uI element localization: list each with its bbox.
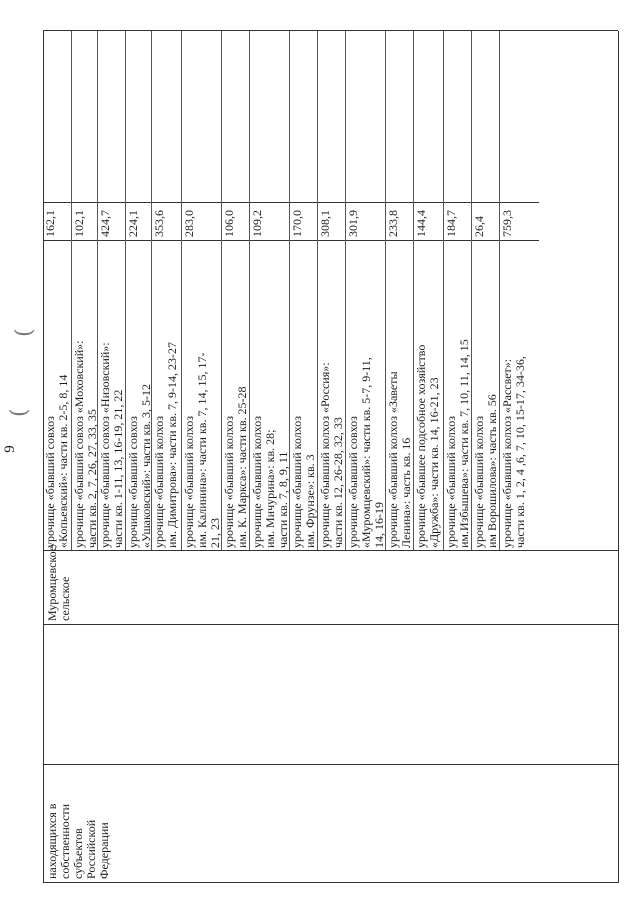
- table-row: [345, 31, 385, 551]
- area-cell: 224,1: [126, 203, 151, 241]
- area-cell: 353,6: [152, 203, 181, 241]
- area-cell: 184,7: [444, 203, 471, 241]
- empty-cell: [414, 31, 443, 203]
- location-cell: урочище «бывший колхоз им. Фрунзе»: кв. 3: [290, 416, 317, 548]
- location-cell: урочище «бывшее подсобное хозяйство «Дружба»: части кв. 14, 16-21, 23: [414, 344, 441, 548]
- column-divider: [43, 550, 618, 551]
- location-cell: урочище «бывший колхоз им. Мичурина»: кв. 28; части кв. 7, 8, 9, 11: [250, 416, 290, 548]
- location-cell: урочище «бывший колхоз им. Димитрова»: части кв. 7, 9-14, 23-27: [152, 341, 179, 548]
- table-row: [43, 31, 71, 551]
- location-cell: урочище «бывший совхоз «Низовский»: части кв. 1-11, 13, 16-19, 21, 22: [98, 342, 125, 548]
- empty-cell: [43, 31, 71, 203]
- margin-mark: (: [12, 328, 37, 337]
- empty-cell: [444, 31, 471, 203]
- empty-cell: [72, 31, 97, 203]
- empty-cell: [222, 31, 249, 203]
- location-cell: урочище «бывший колхоз им.Избышева»: части кв. 7, 10, 11, 14, 15: [444, 339, 471, 548]
- location-cell: урочище «бывший колхоз им. Калинина»: части кв. 7, 14, 15, 17- 21, 23: [182, 352, 222, 548]
- area-cell: 162,1: [43, 203, 71, 241]
- table-row: [71, 31, 97, 551]
- area-cell: 233,8: [386, 203, 413, 241]
- table-row: [385, 31, 413, 551]
- area-cell: 759,3: [500, 203, 539, 241]
- table-row: [317, 31, 345, 551]
- empty-cell: [500, 31, 539, 203]
- location-cell: урочище «бывший совхоз «Копьевский»: части кв. 2-5, 8, 14: [43, 374, 70, 548]
- location-cell: урочище «бывший совхоз «Муромцевский»: части кв. 5-7, 9-11, 14, 16-19: [346, 357, 386, 548]
- empty-cell: [152, 31, 181, 203]
- area-cell: 170,0: [290, 203, 317, 241]
- table-row: [125, 31, 151, 551]
- empty-cell: [290, 31, 317, 203]
- empty-cell: [346, 31, 385, 203]
- empty-cell: [250, 31, 289, 203]
- location-cell: урочище «бывший совхоз «Моховский»: части кв. 2, 7, 26, 27, 33, 35: [72, 340, 99, 548]
- table-row: [249, 31, 289, 551]
- empty-cell: [182, 31, 221, 203]
- margin-mark: (: [7, 408, 32, 417]
- table-bottom-border: [618, 31, 619, 883]
- location-cell: урочище «бывший колхоз «Россия»: части кв. 12, 26-28, 32, 33: [318, 362, 345, 548]
- table-left-border: [43, 882, 618, 883]
- area-cell: 26,4: [472, 203, 499, 241]
- page-number: 9: [2, 445, 18, 453]
- area-cell: 144,4: [414, 203, 443, 241]
- area-cell: 424,7: [98, 203, 125, 241]
- location-cell: урочище «бывший колхоз «Заветы Ленина»: часть кв. 16: [386, 371, 413, 548]
- location-cell: урочище «бывший колхоз им Ворошилова»: часть кв. 56: [472, 394, 499, 548]
- column-divider: [43, 764, 618, 765]
- table-row: [221, 31, 249, 551]
- category-cell: находящихся в собственности субъектов Российской Федерации: [45, 803, 111, 879]
- area-cell: 109,2: [250, 203, 289, 241]
- column-divider: [43, 624, 618, 625]
- table-row: [181, 31, 221, 551]
- table-row: [471, 31, 499, 551]
- settlement-cell: Муромцевское сельское: [45, 545, 72, 621]
- area-cell: 308,1: [318, 203, 345, 241]
- table-row: [443, 31, 471, 551]
- table-row: [289, 31, 317, 551]
- area-cell: 283,0: [182, 203, 221, 241]
- data-rows: [43, 31, 539, 551]
- empty-cell: [386, 31, 413, 203]
- empty-cell: [98, 31, 125, 203]
- location-cell: урочище «бывший колхоз «Рассвет»: части кв. 1, 2, 4 ,6, 7, 10, 15-17, 34-36,: [500, 356, 527, 548]
- table-row: [97, 31, 125, 551]
- table-row: [499, 31, 539, 551]
- empty-cell: [318, 31, 345, 203]
- area-cell: 106,0: [222, 203, 249, 241]
- location-cell: урочище «бывший колхоз им. К. Маркса»: части кв. 25-28: [222, 386, 249, 548]
- empty-cell: [472, 31, 499, 203]
- table-row: [413, 31, 443, 551]
- table-row: [151, 31, 181, 551]
- empty-cell: [126, 31, 151, 203]
- area-cell: 102,1: [72, 203, 97, 241]
- area-cell: 301,9: [346, 203, 385, 241]
- location-cell: урочище «бывший совхоз «Ушаковский»: части кв. 3, 5-12: [126, 383, 153, 548]
